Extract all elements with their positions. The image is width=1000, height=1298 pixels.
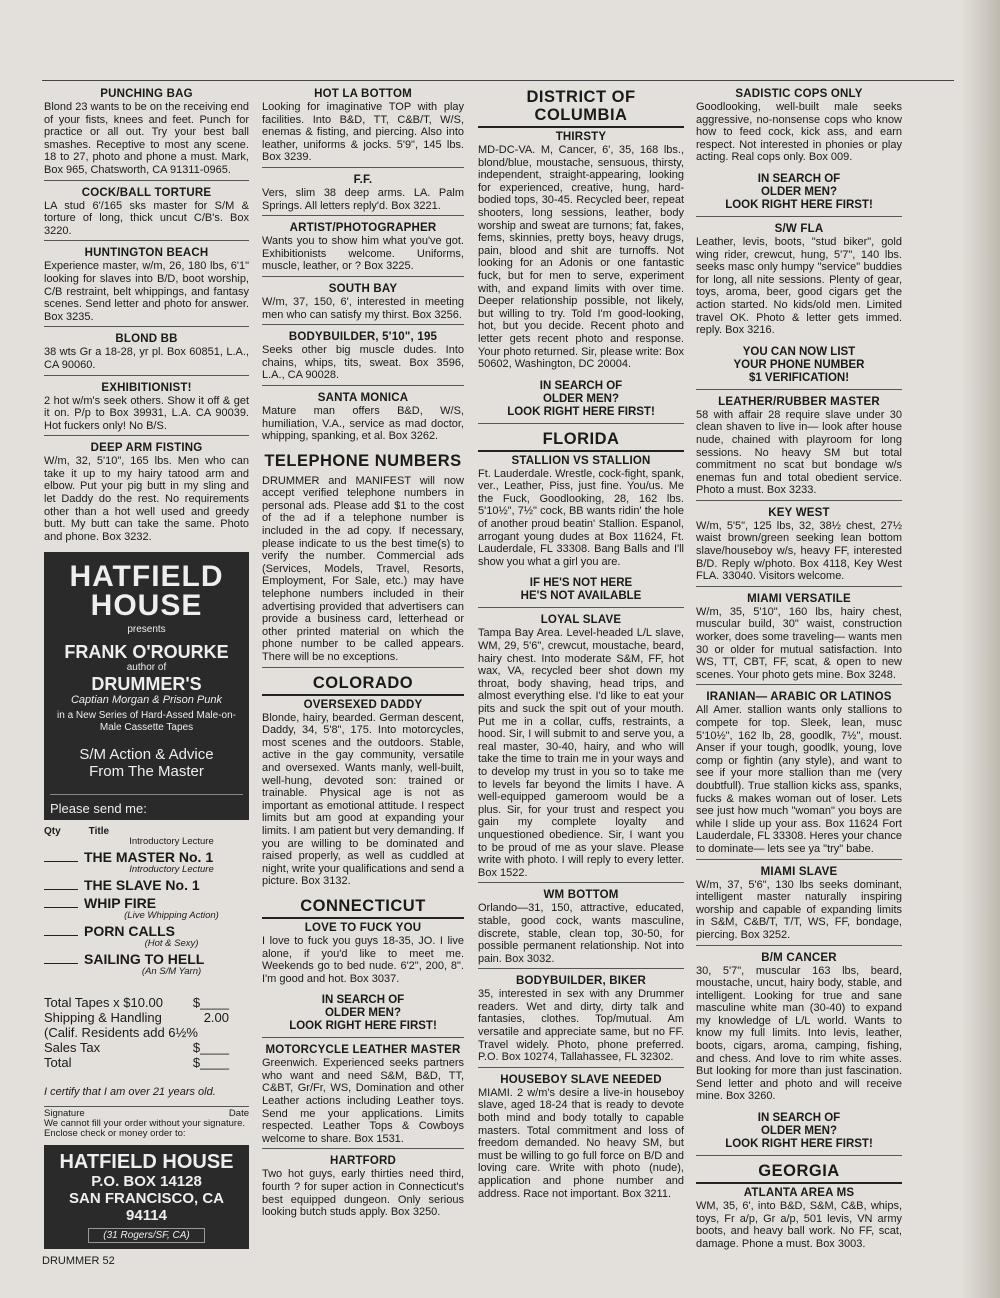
classified-ad: [44, 382, 249, 437]
promo-action-2: From The Master: [89, 763, 204, 781]
ad-body: Goodlooking, well-built male seeks aggressive, no-nonsense cops who know how to feed cock, kick ass, and earn respect. Not interested in phonies or play acting. Real cops only. Box 009.: [696, 101, 902, 164]
signature-label: Signature: [44, 1108, 85, 1120]
older-men-banner-4: [696, 1112, 902, 1156]
ad-body: Orlando—31, 150, attractive, educated, stable, good cock, wants masculine, discrete, stable, clean top, 30-50, for possible permanent relationship. Not into pain. Box 3032.: [478, 902, 684, 965]
form-intro-lecture: Introductory Lecture: [129, 836, 214, 848]
qty-blank[interactable]: [44, 907, 78, 908]
older-men-line-3: LOOK RIGHT HERE FIRST!: [507, 405, 655, 418]
ad-heading: THIRSTY: [555, 131, 607, 143]
ad-heading: IRANIAN— ARABIC OR LATINOS: [706, 691, 892, 704]
classified-ad: [262, 283, 464, 325]
tape-row: [44, 923, 249, 939]
ad-body: W/m, 37, 5'6", 130 lbs seeks dominant, intelligent master naturally inspiring worship and capable of expanding limits in S&M, C&B/T, T/T, WS, FF, bondage, piercing. Box 3252.: [696, 878, 902, 941]
section-georgia: GEORGIA: [696, 1162, 902, 1184]
tape-row: [44, 849, 249, 865]
ad-body: I love to fuck you guys 18-35, JO. I live alone, if you'd like to meet me. Weekends go to bed nude. 6'2", 200, 8". I'm good and hot. Box 3037.: [262, 934, 464, 985]
older-men-line-2: OLDER MEN?: [760, 1125, 838, 1138]
ad-body: 30, 5'7", muscular 163 lbs, beard, moustache, uncut, hairy body, stable, and intelligent. Looking for true and sane masculine white man (30-40) to expand my knowledge of L/L world. Wants to know my full limits. Into levis, leather, boots, cigars, aroma, camping, fishing, and chess. And love to rim white asses. But looking for more than just fascination. Send letter and photo and will receive mine. Box 3260.: [696, 964, 902, 1103]
ad-body: W/m, 32, 5'10", 165 lbs. Men who can take it up to my hairy tatood arm and elbow. Put your pig butt in my sling and let Daddy do the rest. No requirements other than a hot well used and greedy butt. My butt can take the same. Photo and phone. Box 3232.: [44, 455, 249, 543]
ad-body: W/m, 35, 5'10", 160 lbs, hairy chest, muscular build, 30" waist, construction worker, does some traveling— wants men 30 or older for mutual satisfaction. Into WS, TT, CBT, FF, scat, & open to new scenes. Your photo gets mine. Box 3248.: [696, 605, 902, 681]
section-colorado: COLORADO: [262, 674, 464, 696]
older-men-line-3: LOOK RIGHT HERE FIRST!: [289, 1020, 437, 1033]
classified-ad: [44, 333, 249, 375]
classified-ad: [44, 442, 249, 546]
ad-body: Tampa Bay Area. Level-headed L/L slave, WM, 29, 5'6", crewcut, moustache, beard, hairy chest. Into moderate S&M, FF, hot wax, VA, recycled beer shot down my throat, body shaving, head trips, and almost everything else. I'd like to eat your pits and suck the spit out of your mouth. Put me in a collar, cuffs, restraints, a hood. Sir, I will submit to and serve you, a real master, 30-40, hairy, and who will take the time to train me in your ways and to develop my trust in you so to take me to levels far beyond the limits I have. A well-equipped gameroom would be a plus. Sir, for your trust and respect you gain my complete loyalty and unquestioned obedience. Sir, I want you to be proud of me as your slave. Please write with photo. I will reply to every letter. Box 1522.: [478, 627, 684, 879]
qty-blank[interactable]: [44, 861, 78, 862]
ad-heading: LEATHER/RUBBER MASTER: [718, 395, 880, 408]
ad-body: 35, interested in sex with any Drummer readers. Wet and dirty, dirty talk and fantasies, clothes. Top/mutual. Am versatile and appreciate same, but no FF. Travel widely. Photo, phone preferred. P.O. Box 10274, Tallahassee, FL 32302.: [478, 988, 684, 1064]
classified-ad: [478, 975, 684, 1068]
signature-note: We cannot fill your order without your signature. Enclose check or money order to:: [44, 1118, 246, 1140]
qty-blank[interactable]: [44, 889, 78, 890]
signature-line: [44, 1106, 249, 1139]
classified-ad: [262, 331, 464, 386]
ad-heading: HOT LA BOTTOM: [314, 88, 412, 100]
tape-subtitle: Introductory Lecture: [129, 864, 214, 876]
classified-ad: [696, 691, 902, 859]
not-available-line-2: HE'S NOT AVAILABLE: [520, 590, 642, 603]
ad-heading: STALLION VS STALLION: [511, 454, 651, 467]
section-connecticut: CONNECTICUT: [262, 897, 464, 919]
total-tapes-value: $____: [192, 995, 229, 1011]
column-3: [478, 88, 684, 1209]
ad-body: Ft. Lauderdale. Wrestle, cock-fight, spank, ver., Leather, Piss, just fine. You/us. Me the Fuck, Goodlooking, 28, 162 lbs. 5'10½", 7½" cock, BB wants ridin' the hole of another proud beatin' Stallion. Espanol, arrogant young dudes at Box 11624, Ft. Lauderdale, FL 33308. Bang Balls and I'll show you what a girl you are.: [478, 467, 684, 568]
ad-body: Vers, slim 38 deep arms. LA. Palm Springs. All letters reply'd. Box 3221.: [262, 186, 464, 212]
tape-subtitle: (An S/M Yarn): [141, 966, 202, 978]
ad-body: Seeks other big muscle dudes. Into chains, whips, tits, sweat. Box 3596, L.A., CA 90028.: [262, 344, 464, 382]
ad-heading: BODYBUILDER, 5'10", 195: [288, 331, 438, 344]
older-men-line-3: LOOK RIGHT HERE FIRST!: [725, 198, 873, 211]
ad-heading: DEEP ARM FISTING: [90, 442, 203, 455]
ad-heading: WM BOTTOM: [543, 889, 619, 902]
tape-row: [44, 951, 249, 967]
promo-author: FRANK O'ROURKE: [64, 642, 229, 663]
promo-presents: presents: [127, 624, 166, 636]
sales-tax-label: Sales Tax: [44, 1040, 101, 1056]
classified-ad: [478, 889, 684, 969]
phone-listing-line-2: YOUR PHONE NUMBER: [733, 358, 865, 371]
ad-heading: SANTA MONICA: [317, 391, 409, 404]
promo-author-of: author of: [126, 662, 167, 674]
older-men-line-2: OLDER MEN?: [542, 392, 620, 405]
ad-body: Blonde, hairy, bearded. German descent, Daddy, 34, 5'8", 175. Into motorcycles, most scenes and the outdoors. Stable, active in the gay community, versatile and oversexed. Wants manly, well-built, well-hung, devoted son: trained or trainable. Physical age is not as important as emotional attitude. I respect limits but am good at expanding your limits. I am patient but very demanding. If you are willing to be dominated and raised properly, as well as cuddled at night, write your qualifications and send a picture. Box 3132.: [262, 711, 464, 888]
classified-ad: [44, 88, 249, 181]
hatfield-house-promo: [44, 552, 249, 820]
ad-heading: EXHIBITIONIST!: [101, 381, 192, 394]
promo-title-2: HOUSE: [90, 589, 203, 623]
classified-ad: [478, 455, 684, 572]
order-totals: [44, 995, 249, 1070]
classified-ad: [262, 922, 464, 988]
ad-heading: HUNTINGTON BEACH: [84, 247, 209, 260]
sales-tax-value: $____: [192, 1040, 229, 1056]
ad-body: 58 with affair 28 require slave under 30 clean shaven to live in— look after house nude, chained with playroom for long sessions. No heavy SM but total commitment no scat but bondage w/s enemas fun and total obedient service. Photo a must. Box 3233.: [696, 408, 902, 497]
tape-title: WHIP FIRE: [84, 895, 157, 912]
ad-body: MD-DC-VA. M, Cancer, 6', 35, 168 lbs., blond/blue, moustache, sensuous, thirsty, independent, straight-appearing, looking for experienced, creative, hung, hard-bodied tops, 30-45. Recycled beer, repeat shooters, long sessions, leather, body worship and sweat are turnons; fat, fakes, fems, skinnies, pretty boys, heavy drugs, pain, blood and shit are turnoffs. Not looking for an Adonis or one fantastic fuck, but for men to serve, experiment with, and expand limits with over time. Deeper relationship possible, not likely, but willing to try. Told I'm good-looking, hot, but you decide. Recent photo and letter gets recent photo and response. Your photo returned. Sir, please write: Box 50602, Washington, DC 20004.: [478, 144, 684, 371]
phone-listing-line-3: $1 VERIFICATION!: [748, 371, 850, 384]
ad-body: W/m, 37, 150, 6', interested in meeting men who can satisfy my thirst. Box 3256.: [262, 295, 464, 321]
ad-body: LA stud 6'/165 sks master for S/M & torture of long, thick uncut C/B's. Box 3220.: [44, 199, 249, 237]
promo-action-1: S/M Action & Advice: [79, 746, 214, 764]
classified-ad: [262, 222, 464, 277]
older-men-line-2: OLDER MEN?: [760, 185, 838, 198]
older-men-line-2: OLDER MEN?: [324, 1007, 402, 1020]
order-form: [44, 826, 249, 1249]
classified-ad: [262, 392, 464, 446]
address-box: P.O. BOX 14128: [91, 1173, 202, 1191]
tape-subtitle: (Live Whipping Action): [124, 910, 219, 922]
older-men-banner-3: [696, 173, 902, 217]
classified-ad: [696, 396, 902, 501]
ad-body: 2 hot w/m's seek others. Show it off & get it on. P/p to Box 39931, L.A. CA 90039. Hot fuckers only! No B/S.: [44, 394, 249, 432]
page-spine-shadow: [960, 0, 1000, 1298]
tape-title: SAILING TO HELL: [84, 951, 205, 968]
hatfield-address-box: [44, 1145, 249, 1249]
classified-ad: [44, 247, 249, 327]
total-tapes-label: Total Tapes x $10.00: [44, 995, 164, 1011]
phone-listing-line-1: YOU CAN NOW LIST: [742, 345, 856, 358]
ad-heading: COCK/BALL TORTURE: [81, 186, 212, 199]
grand-total-value: $____: [192, 1055, 229, 1071]
classified-ad: [262, 88, 464, 168]
ad-body: Looking for imaginative TOP with play facilities. Into B&D, TT, C&B/T, W/S, enemas & fisting, and piercing. Also into leather, uniforms & jocks. 5'9", 145 lbs. Box 3239.: [262, 101, 464, 164]
older-men-line-1: IN SEARCH OF: [757, 172, 841, 185]
top-rule: [42, 80, 954, 81]
ad-body: Mature man offers B&D, W/S, humiliation, V.A., service as mad doctor, whipping, spanking, et al. Box 3262.: [262, 404, 464, 443]
classified-ad: [262, 174, 464, 216]
section-dc: DISTRICT OF COLUMBIA: [478, 88, 684, 128]
shipping-value: 2.00: [203, 1010, 229, 1026]
tape-row: [44, 877, 249, 893]
section-florida: FLORIDA: [478, 430, 684, 452]
ad-heading: BODYBUILDER, BIKER: [515, 975, 647, 988]
ad-heading: BLOND BB: [115, 333, 178, 346]
classified-ad: [478, 614, 684, 883]
classified-ad: [696, 507, 902, 587]
classified-ad: [696, 866, 902, 946]
tape-row: [44, 895, 249, 911]
classified-ad: [696, 88, 902, 167]
qty-blank[interactable]: [44, 963, 78, 964]
classified-ad: [696, 223, 902, 340]
ad-body: Two hot guys, early thirties need third, fourth ? for super action in Connecticut's best equipped dungeon. Only serious looking butch studs apply. Box 3250.: [262, 1168, 464, 1219]
ad-heading: MOTORCYCLE LEATHER MASTER: [265, 1044, 461, 1057]
ad-heading: OVERSEXED DADDY: [303, 698, 423, 711]
address-city: SAN FRANCISCO, CA 94114: [68, 1190, 224, 1225]
tape-title: THE SLAVE No. 1: [84, 877, 200, 894]
tape-subtitle: (Hot & Sexy): [144, 938, 199, 950]
classified-ad: [478, 131, 684, 374]
ad-heading: PUNCHING BAG: [100, 88, 193, 100]
telephone-notice: [262, 452, 464, 668]
classified-ad: [696, 593, 902, 686]
ad-body: Leather, levis, boots, "stud biker", gold wing rider, crewcut, hung, 5'7", 140 lbs. seeks masc only humpy "service" buddies for long, all nite sessions. Plenty of gear, toys, aroma, beer, good cigars get the action started. No kids/old men. Limited travel OK. Photo & letter gets immed. reply. Box 3216.: [696, 235, 902, 337]
promo-book: DRUMMER'S: [91, 674, 202, 695]
ad-heading: F.F.: [353, 173, 373, 186]
promo-book-sub: Captian Morgan & Prison Punk: [70, 694, 223, 707]
classified-ad: [262, 699, 464, 891]
ad-heading: HOUSEBOY SLAVE NEEDED: [500, 1073, 662, 1086]
ad-heading: MIAMI SLAVE: [760, 865, 838, 878]
age-certification: I certify that I am over 21 years old.: [44, 1086, 216, 1099]
telephone-heading: TELEPHONE NUMBERS: [264, 451, 462, 470]
classified-ad: [696, 1187, 902, 1253]
form-title-label: Title: [88, 826, 110, 838]
qty-blank[interactable]: [44, 935, 78, 936]
ad-body: Wants you to show him what you've got. Exhibitionists welcome. Uniforms, muscle, leather, or ? Box 3225.: [262, 235, 464, 273]
not-available-banner: [478, 577, 684, 608]
column-1: [44, 88, 249, 1249]
ad-heading: SADISTIC COPS ONLY: [735, 88, 863, 100]
promo-send: Please send me:: [50, 794, 243, 816]
older-men-banner-2: [478, 380, 684, 424]
classified-ad: [696, 952, 902, 1107]
ad-heading: KEY WEST: [768, 506, 830, 519]
classified-ad: [262, 1044, 464, 1149]
older-men-line-3: LOOK RIGHT HERE FIRST!: [725, 1138, 873, 1151]
older-men-banner: [262, 994, 464, 1038]
telephone-body: DRUMMER and MANIFEST will now accept verified telephone numbers in personal ads. Please add $1 to the cost of the ad if a telephone number is included in the ad copy. If necessary, please indicate to us the best time(s) to verify the number. Commercial ads (Services, Models, Travel, Resorts, Employment, For Sale, etc.) may have telephone numbers included in their advertising provided that advertisers can provide a business card, letterhead or other printed material on which the phone number to be called appears. There will be no exceptions.: [262, 474, 464, 663]
phone-listing-banner: [696, 346, 902, 390]
classified-ad: [44, 187, 249, 242]
grand-total-label: Total: [44, 1055, 72, 1071]
ad-body: Blond 23 wants to be on the receiving end of your fists, knees and feet. Punch for practice or all out. Try your best ball smashes. Receptive to most any scene. 18 to 27, photo and phone a must. Mark, Box 965, Chatsworth, CA 91311-0965.: [44, 101, 249, 176]
ad-body: Experience master, w/m, 26, 180 lbs, 6'1" looking for slaves into B/D, boot worship, C/B restraint, belt whippings, and fantasy scenes. Send letter and photo for answer. Box 3235.: [44, 260, 249, 323]
ad-heading: LOYAL SLAVE: [540, 614, 622, 627]
column-4: [696, 88, 902, 1259]
ad-body: MIAMI. 2 w/m's desire a live-in houseboy slave, aged 18-24 that is ready to devote both mind and body totally to capable masters. Total commitment and loss of freedom demanded. No heavy SM, but must be willing to go full force on B/D and loving care. Write with photo (nude), application and phone number and address. Race not important. Box 3211.: [478, 1086, 684, 1200]
classified-ad: [262, 1155, 464, 1221]
form-qty-label: Qty: [44, 826, 61, 838]
ad-heading: ARTIST/PHOTOGRAPHER: [289, 222, 437, 235]
classified-ad: [478, 1074, 684, 1203]
ad-body: 38 wts Gr a 18-28, yr pl. Box 60851, L.A., CA 90060.: [44, 346, 249, 371]
ad-body: Greenwich. Experienced seeks partners who want and need S&M, B&D, TT, C&BT, Gr/Fr, WS, Domination and other Leather actions including Leather toys. Send me your applications. Limits respected. Leather Tops & Cowboys welcome to share. Box 1531.: [262, 1057, 464, 1145]
promo-series: in a New Series of Hard-Assed Male-on-Male Cassette Tapes: [57, 710, 236, 734]
calif-note: (Calif. Residents add 6½%: [44, 1025, 198, 1041]
ad-body: All Amer. stallion wants only stallions to compete for top. Sleek, lean, musc 5'10½", 162 lb, 28, goodlk, 7½", moust. Anser if your tough, goodlk, young, love comp or fightin (any style), and want to see if your more stallion than me (very doubtfull). True stallion kicks ass, spanks, fucks & makes woman out of loser. Lets see just how much "woman" you boys are while I slide up your ass. Box 11624 Fort Lauderdale, FL 33308. Heres your chance to dominate— lets see ya "try" babe.: [696, 704, 902, 855]
tape-title: THE MASTER No. 1: [84, 849, 214, 866]
tape-title: PORN CALLS: [84, 923, 175, 940]
ad-heading: HARTFORD: [329, 1155, 397, 1168]
ad-heading: B/M CANCER: [761, 951, 837, 964]
ad-heading: SOUTH BAY: [328, 282, 398, 295]
older-men-line-1: IN SEARCH OF: [757, 1112, 841, 1125]
address-street: (31 Rogers/SF, CA): [88, 1228, 205, 1243]
shipping-label: Shipping & Handling: [44, 1010, 162, 1026]
ad-heading: S/W FLA: [774, 222, 824, 235]
ad-body: WM, 35, 6', into B&D, S&M, C&B, whips, toys, Fr a/p, Gr a/p, 501 levis, VN army boots, and heavy ball work. No FF, scat, damage. Phone a must. Box 3003.: [696, 1200, 902, 1250]
older-men-line-1: IN SEARCH OF: [321, 994, 405, 1007]
address-name: HATFIELD HOUSE: [59, 1151, 234, 1174]
ad-heading: LOVE TO FUCK YOU: [304, 921, 422, 934]
ad-heading: ATLANTA AREA MS: [743, 1187, 855, 1200]
page-footer: DRUMMER 52: [42, 1255, 115, 1267]
older-men-line-1: IN SEARCH OF: [539, 379, 623, 392]
ad-heading: MIAMI VERSATILE: [747, 592, 851, 605]
promo-title-1: HATFIELD: [69, 560, 224, 594]
ad-body: W/m, 5'5", 125 lbs, 32, 38½ chest, 27½ waist brown/green seeking lean bottom slave/houseboy w/s, heavy FF, interested B/D. Reply w/photo. Box 4118, Key West FLA. 33040. Visitors welcome.: [696, 519, 902, 583]
date-label: Date: [228, 1108, 249, 1120]
column-2: [262, 88, 464, 1228]
not-available-line-1: IF HE'S NOT HERE: [529, 577, 633, 590]
